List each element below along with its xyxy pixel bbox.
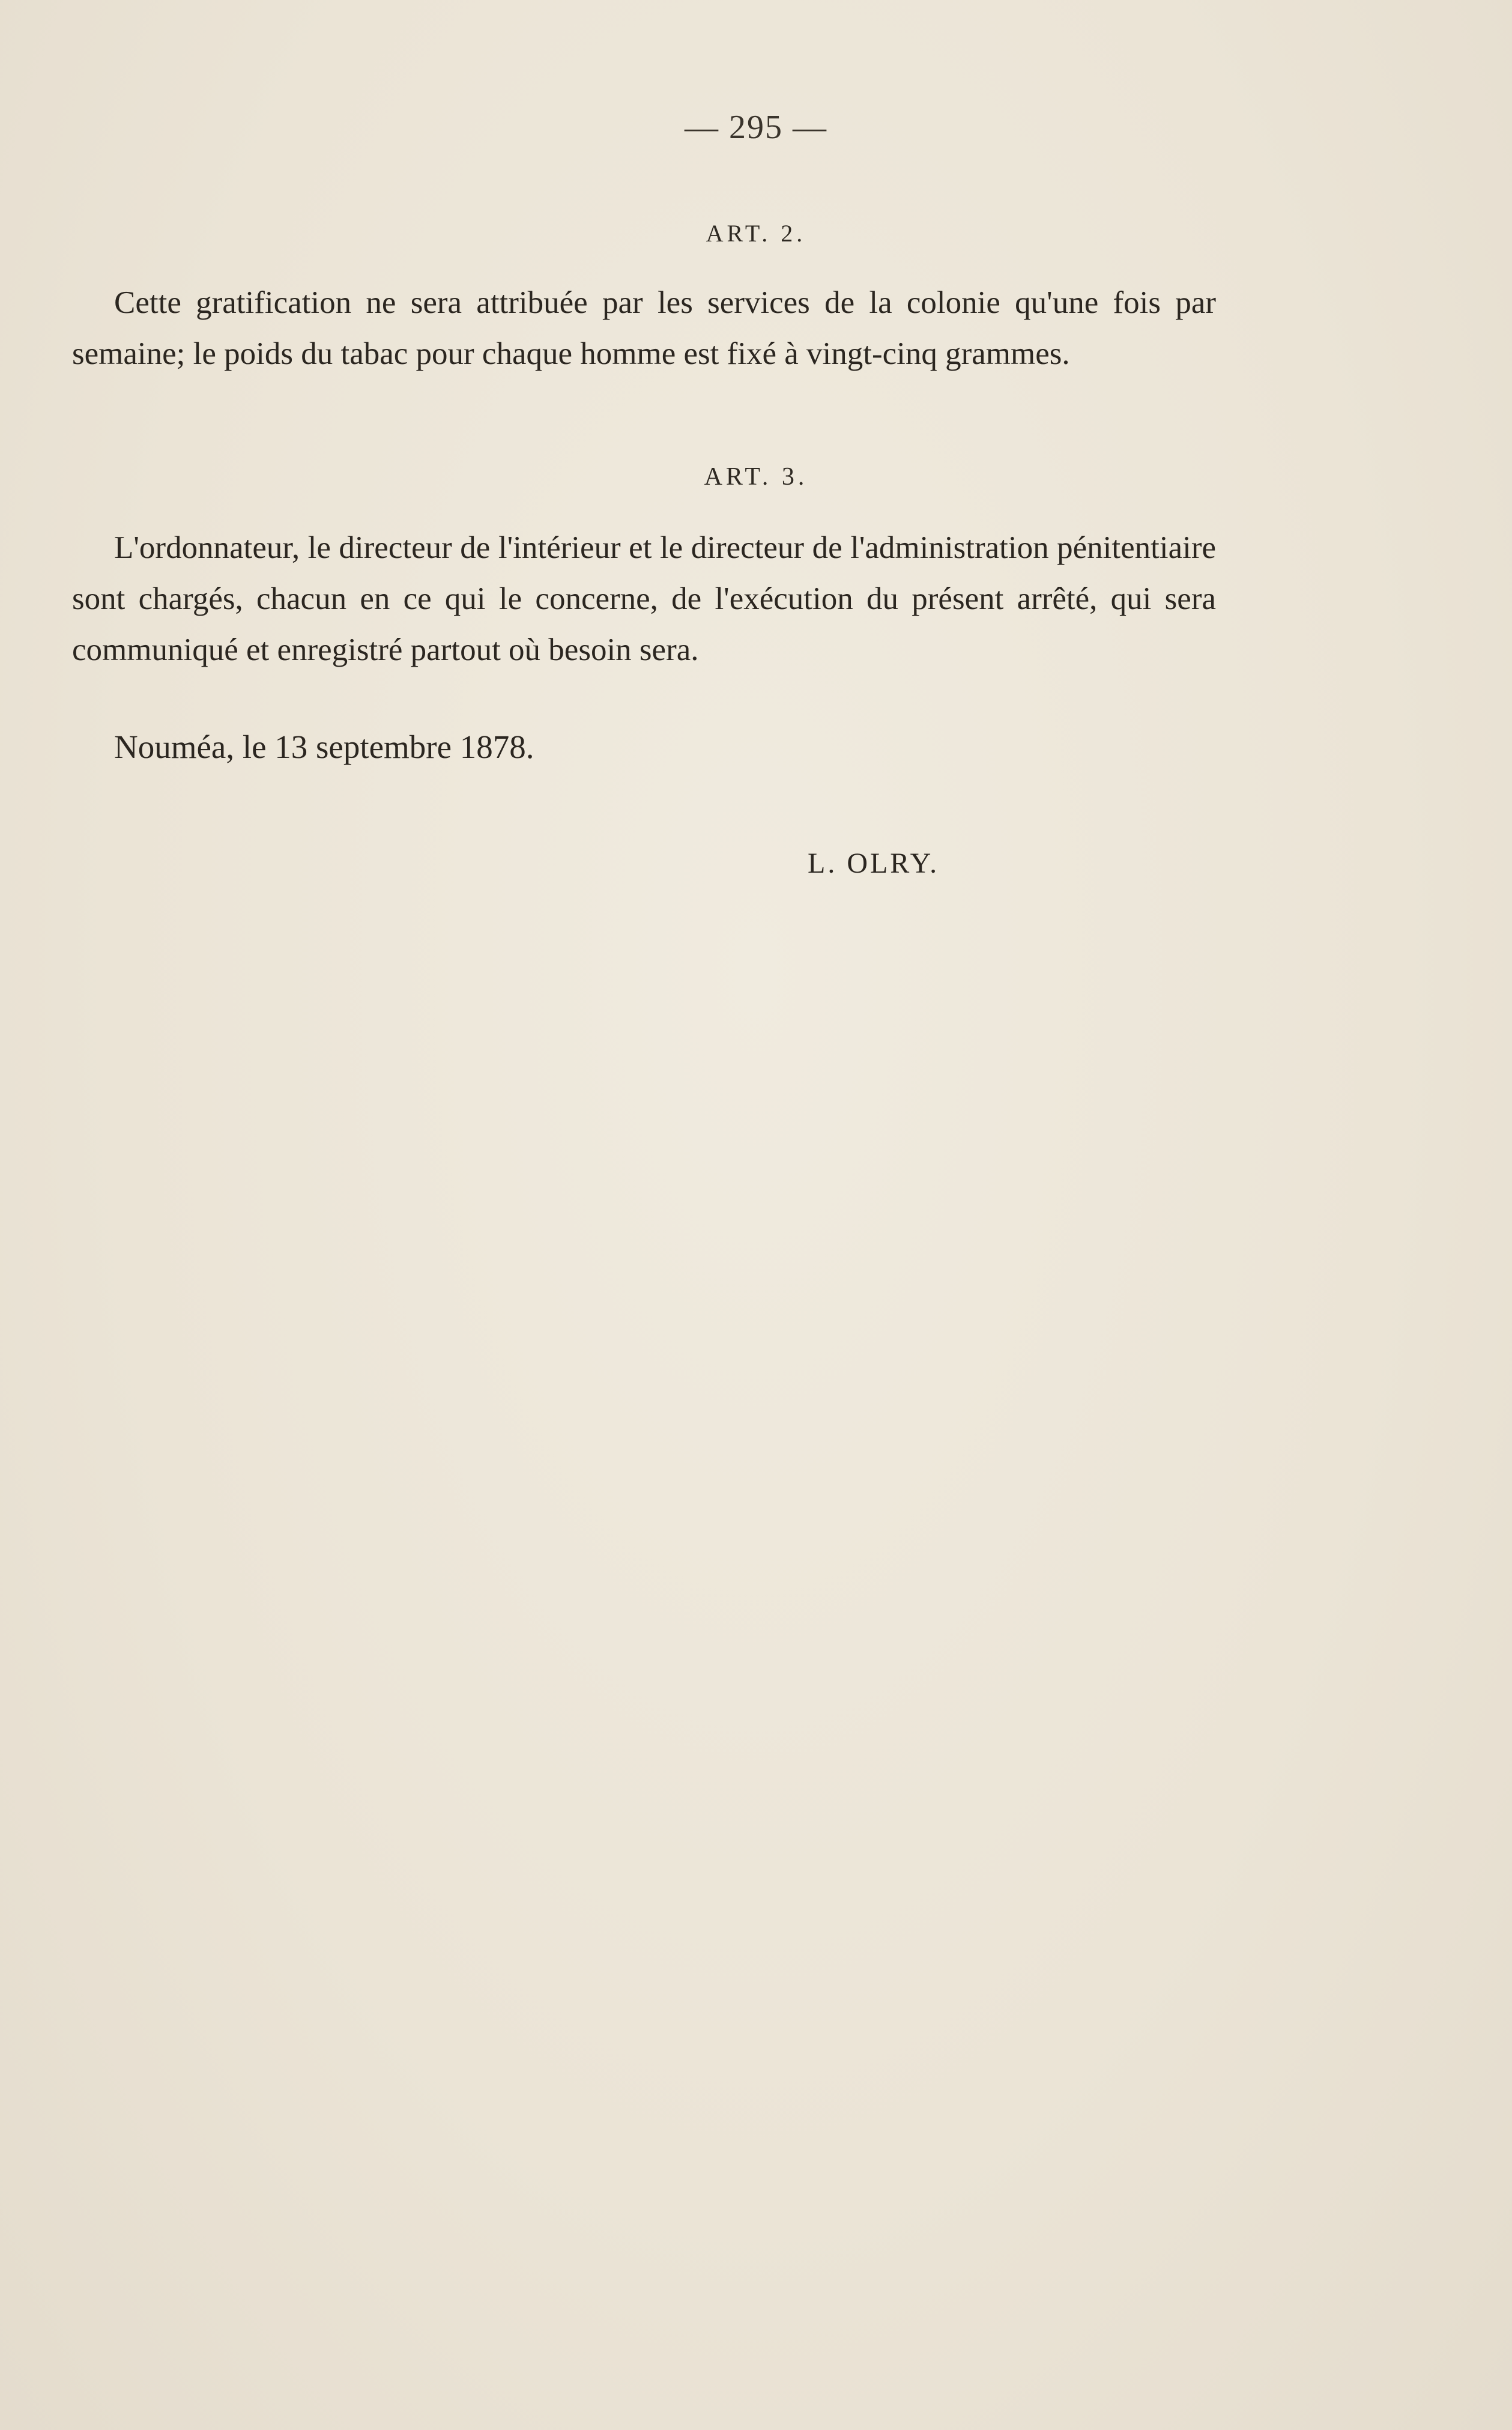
page-number: — 295 —	[685, 109, 827, 146]
article-2-paragraph	[72, 277, 1216, 380]
article-3-text: L'ordonnateur, le directeur de l'intérieur et le directeur de l'administration pénitentiaire sont chargés, chacun en ce qui le concerne, de l'exécution du présent arrêté, qui sera communiqué et enregistré partout où besoin sera.	[72, 530, 1216, 667]
signature: L. OLRY.	[808, 847, 940, 879]
date-line: Nouméa, le 13 septembre 1878.	[114, 729, 534, 765]
article-3-heading: ART. 3.	[704, 463, 808, 491]
article-2-text: Cette gratification ne sera attribuée par les services de la colonie qu'une fois par semaine; le poids du tabac pour chaque homme est fixé à vingt-cinq grammes.	[72, 285, 1216, 371]
article-2-heading: ART. 2.	[706, 220, 806, 247]
article-3-paragraph	[72, 523, 1216, 676]
